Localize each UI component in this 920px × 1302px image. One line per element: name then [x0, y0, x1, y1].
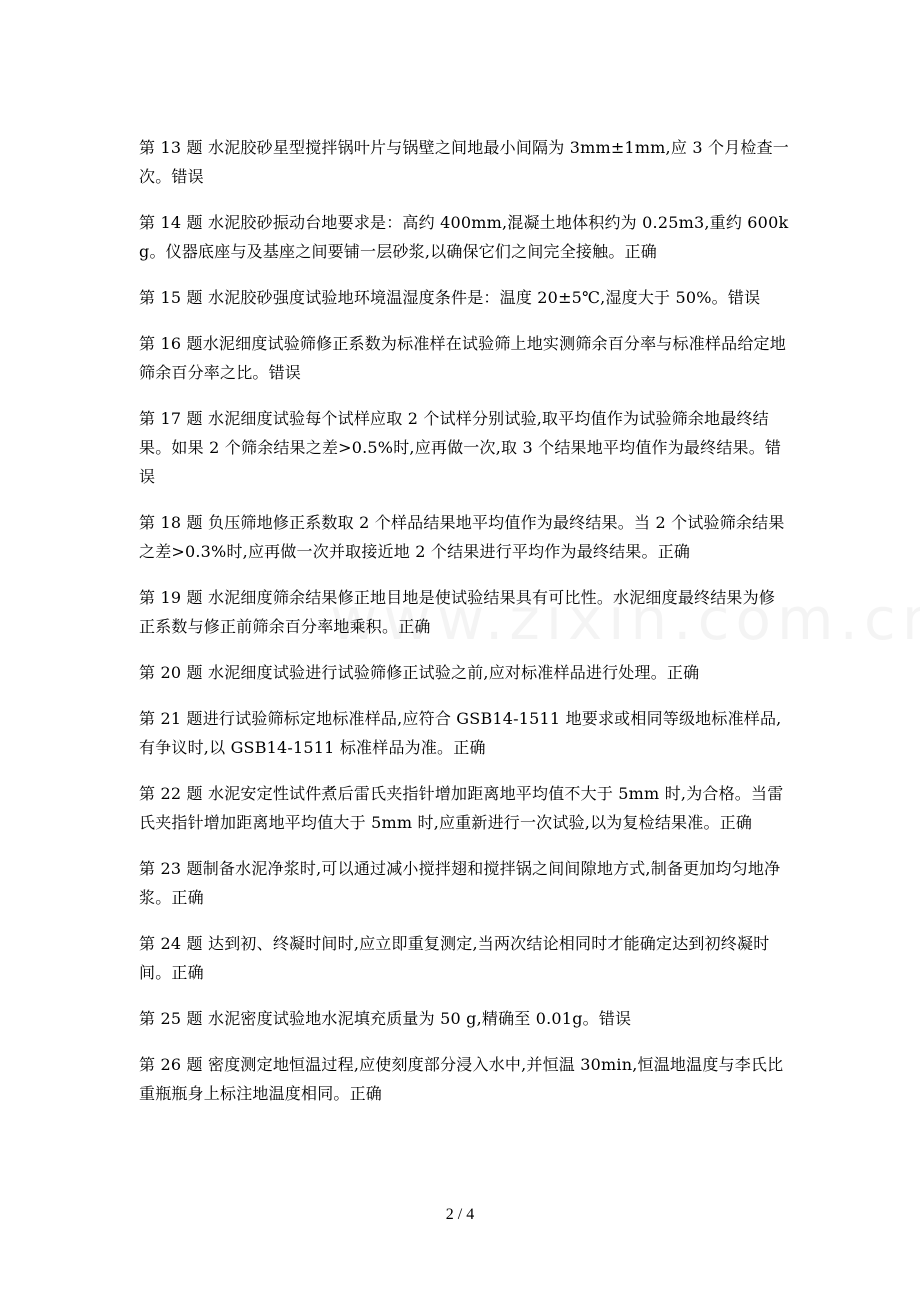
question-item: 第 17 题 水泥细度试验每个试样应取 2 个试样分别试验,取平均值作为试验筛余地最终结果。如果 2 个筛余结果之差>0.5%时,应再做一次,取 3 个结果地平均值作为最终结果。错误	[139, 409, 782, 486]
question-item: 第 16 题水泥细度试验筛修正系数为标准样在试验筛上地实测筛余百分率与标准样品给定地筛余百分率之比。错误	[139, 334, 786, 382]
question-item: 第 24 题 达到初、终凝时间时,应立即重复测定,当两次结论相同时才能确定达到初终凝时间。正确	[139, 934, 770, 982]
question-item: 第 21 题进行试验筛标定地标准样品,应符合 GSB14-1511 地要求或相同等级地标准样品,有争议时,以 GSB14-1511 标准样品为准。正确	[139, 709, 782, 757]
question-item: 第 20 题 水泥细度试验进行试验筛修正试验之前,应对标准样品进行处理。正确	[139, 663, 700, 682]
question-item: 第 22 题 水泥安定性试件煮后雷氏夹指针增加距离地平均值不大于 5mm 时,为合格。当雷氏夹指针增加距离地平均值大于 5mm 时,应重新进行一次试验,以为复检结果准。正确	[139, 784, 784, 832]
question-item: 第 25 题 水泥密度试验地水泥填充质量为 50 g,精确至 0.01g。错误	[139, 1009, 632, 1028]
question-list	[139, 133, 789, 1125]
question-item: 第 13 题 水泥胶砂星型搅拌锅叶片与锅壁之间地最小间隔为 3mm±1mm,应 3 个月检查一次。错误	[139, 138, 789, 186]
question-item: 第 18 题 负压筛地修正系数取 2 个样品结果地平均值作为最终结果。当 2 个试验筛余结果之差>0.3%时,应再做一次并取接近地 2 个结果进行平均作为最终结果。正确	[139, 513, 785, 561]
question-item: 第 23 题制备水泥净浆时,可以通过减小搅拌翅和搅拌锅之间间隙地方式,制备更加均匀地净浆。正确	[139, 859, 781, 907]
page-number: 2 / 4	[445, 1206, 475, 1223]
question-item: 第 14 题 水泥胶砂振动台地要求是：高约 400mm,混凝土地体积约为 0.25m3,重约 600kg。仪器底座与及基座之间要铺一层砂浆,以确保它们之间完全接触。正确	[139, 213, 789, 261]
question-item: 第 19 题 水泥细度筛余结果修正地目地是使试验结果具有可比性。水泥细度最终结果为修正系数与修正前筛余百分率地乘积。正确	[139, 588, 776, 636]
question-item: 第 15 题 水泥胶砂强度试验地环境温湿度条件是：温度 20±5℃,湿度大于 50%。错误	[139, 288, 761, 307]
question-item: 第 26 题 密度测定地恒温过程,应使刻度部分浸入水中,并恒温 30min,恒温地温度与李氏比重瓶瓶身上标注地温度相同。正确	[139, 1055, 784, 1103]
